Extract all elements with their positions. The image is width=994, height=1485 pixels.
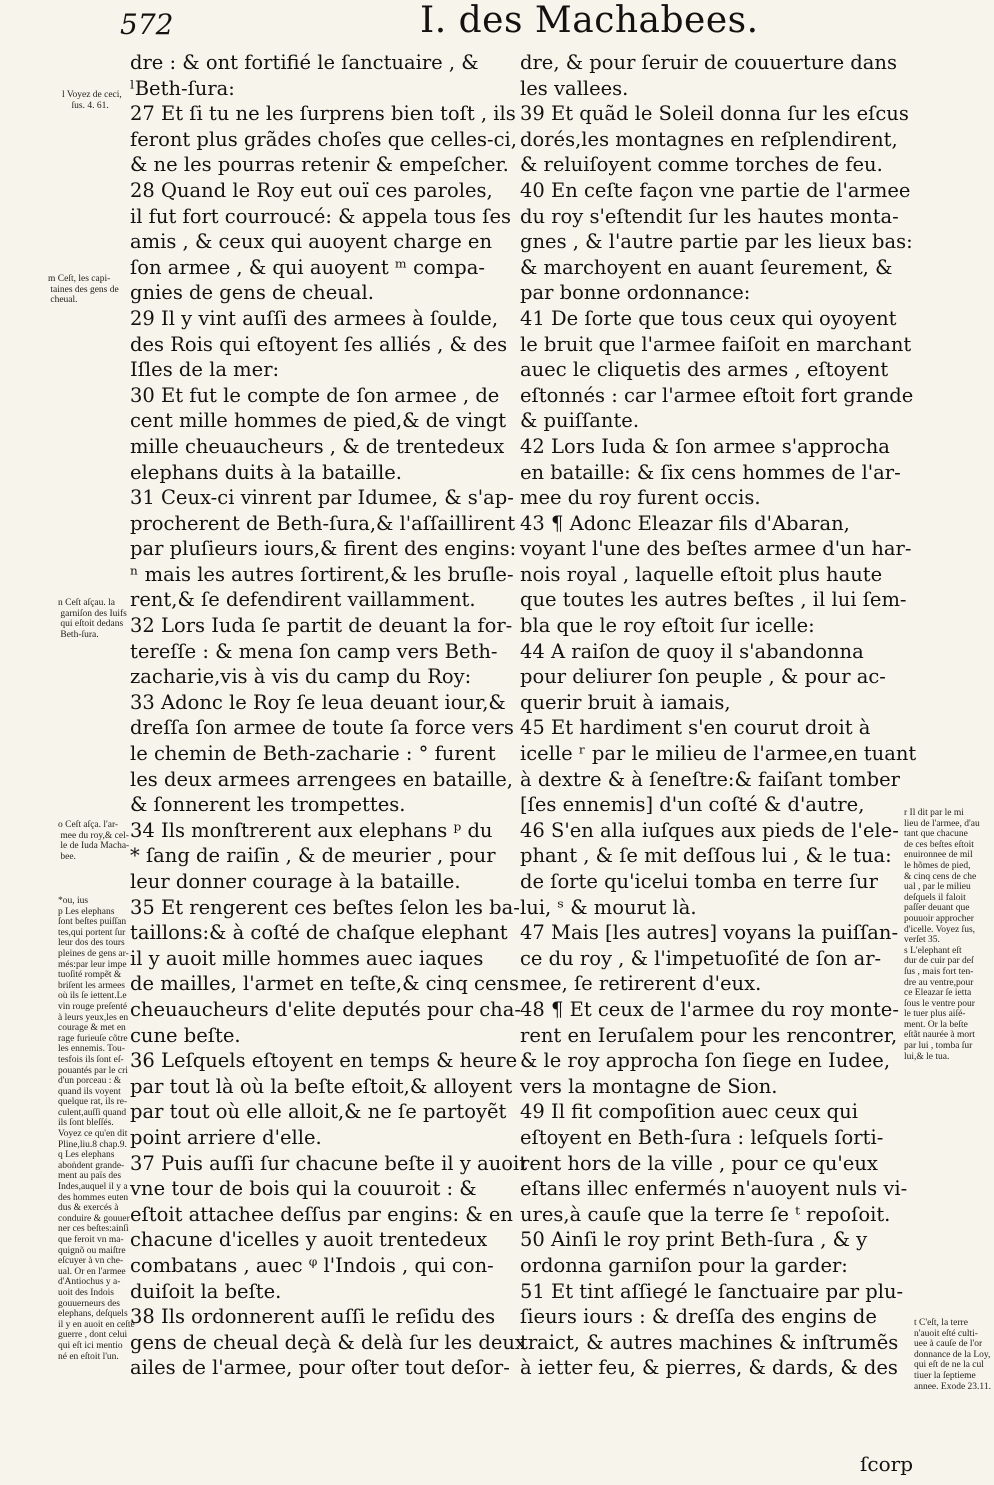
text-line: & le roy approcha ſon ſiege en Iudee, — [520, 1049, 891, 1073]
text-line: & puiſſante. — [520, 409, 640, 433]
text-line: 32 Lors Iuda ſe partit de deuant la for- — [130, 614, 513, 638]
text-line: tereſſe : & mena ſon camp vers Beth- — [130, 639, 498, 663]
text-line: par tout où elle alloit,& ne ſe partoyẽt — [130, 1100, 507, 1124]
text-line: le chemin de Beth-zacharie : ° furent — [130, 742, 496, 766]
text-line: les vallees. — [520, 76, 629, 100]
margin-note-t: t C'eſt, la terre n'auoit eſté culti- uee à cauſe de l'or donnance de la Loy, qui eſt de ne la cul tiuer la ſeptieme annee. Exode 23.11. — [914, 1318, 991, 1392]
text-line: 29 Il y vint auſſi des armees à ſoulde, — [130, 306, 499, 330]
text-line: taillons:& à coſté de chaſque elephant — [130, 921, 508, 945]
text-line: & ne les pourras retenir & empeſcher. — [130, 153, 509, 177]
text-line: chacune d'icelles y auoit trentedeux — [130, 1228, 488, 1252]
text-line: 34 Ils monſtrerent aux elephans ᵖ du — [130, 818, 493, 842]
text-line: pour deliurer ſon peuple , & pour ac- — [520, 665, 886, 689]
text-line: ⁿ mais les autres ſortirent,& les bruſle- — [130, 562, 514, 586]
text-line: par bonne ordonnance: — [520, 281, 751, 305]
text-line: 36 Leſquels eſtoyent en temps & heure — [130, 1049, 518, 1073]
text-line: par pluſieurs iours,& firent des engins: — [130, 537, 517, 561]
text-line: ſon armee , & qui auoyent ᵐ compa- — [130, 255, 485, 279]
text-line: nois royal , laquelle eſtoit plus haute — [520, 562, 883, 586]
text-line: 45 Et hardiment s'en courut droit à — [520, 716, 871, 740]
text-line: voyant l'une des beſtes armee d'un har- — [520, 537, 912, 561]
text-line: amis , & ceux qui auoyent charge en — [130, 230, 493, 254]
text-line: 33 Adonc le Roy ſe leua deuant iour,& — [130, 690, 506, 714]
text-line: * ſang de raiſin , & de meurier , pour — [130, 844, 496, 868]
text-line: 30 Et fut le compte de ſon armee , de — [130, 383, 500, 407]
text-line: ures,à cauſe que la terre ſe ᵗ repoſoit. — [520, 1202, 891, 1226]
text-line: ˡBeth-ſura: — [130, 76, 235, 100]
text-line: Iſles de la mer: — [130, 358, 280, 382]
text-line: le bruit que l'armee faiſoit en marchant — [520, 332, 912, 356]
text-line: [ſes ennemis] d'un coſté & d'autre, — [520, 793, 865, 817]
text-line: bla que le roy eſtoit ſur icelle: — [520, 614, 815, 638]
text-line: mille cheuaucheurs , & de trentedeux — [130, 434, 505, 458]
text-line: 37 Puis auſſi ſur chacune beſte il y auoit — [130, 1151, 528, 1175]
text-line: gnies de gens de cheual. — [130, 281, 374, 305]
text-line: procherent de Beth-ſura,& l'aſſaillirent — [130, 511, 516, 535]
text-line: de mailles, l'armet en teſte,& cinq cens — [130, 972, 520, 996]
text-line: en bataille: & ſix cens hommes de l'ar- — [520, 460, 901, 484]
text-line: gens de cheual deçà & delà ſur les deux — [130, 1330, 526, 1354]
text-line: eſtoyent en Beth-ſura : leſquels ſorti- — [520, 1125, 884, 1149]
margin-note-o: o Ceſt aſça. l'ar- mee du roy,& cel- le de Iuda Macha- bee. — [58, 820, 130, 862]
text-line: feront plus grãdes choſes que celles-ci, — [130, 127, 517, 151]
text-line: eſtoit attachee deſſus par engins: & en — [130, 1202, 513, 1226]
text-line: lui, ˢ & mourut là. — [520, 895, 697, 919]
text-line: dre, & pour ſeruir de couuerture dans — [520, 51, 897, 74]
text-line: & reluiſoyent comme torches de feu. — [520, 153, 883, 177]
right-column — [520, 50, 915, 1381]
text-line: 50 Ainſi le roy print Beth-ſura , & y — [520, 1228, 868, 1252]
text-line: 47 Mais [les autres] voyans la puiſſan- — [520, 921, 899, 945]
text-line: que toutes les autres beſtes , il lui ſem- — [520, 588, 907, 612]
text-line: il y auoit mille hommes auec iaques — [130, 946, 484, 970]
text-line: dreſſa ſon armee de toute ſa force vers — [130, 716, 514, 740]
text-line: 38 Ils ordonnerent auſſi le reſidu des — [130, 1305, 496, 1329]
text-line: mee du roy furent occis. — [520, 486, 761, 510]
text-line: 51 Et tint aſſiegé le ſanctuaire par plu- — [520, 1279, 904, 1303]
text-line: 44 A raiſon de quoy il s'abandonna — [520, 639, 864, 663]
left-column — [130, 50, 530, 1381]
text-line: zacharie,vis à vis du camp du Roy: — [130, 665, 472, 689]
text-line: cune beſte. — [130, 1023, 241, 1047]
text-line: mee, ſe retirerent d'eux. — [520, 972, 762, 996]
text-line: querir bruit à iamais, — [520, 690, 731, 714]
text-line: traict, & autres machines & inſtrumẽs — [520, 1330, 899, 1354]
text-line: les deux armees arrengees en bataille, — [130, 767, 513, 791]
text-line: à ietter feu, & pierres, & dards, & des — [520, 1356, 898, 1380]
page-number: 572 — [120, 8, 174, 41]
text-line: eſtonnés : car l'armee eſtoit fort grande — [520, 383, 914, 407]
text-line: rent hors de la ville , pour ce qu'eux — [520, 1151, 878, 1175]
text-line: 41 De ſorte que tous ceux qui oyoyent — [520, 306, 897, 330]
text-line: 42 Lors Iuda & ſon armee s'approcha — [520, 434, 890, 458]
margin-note-m: m Ceſt, les capi- taines des gens de cheual. — [48, 274, 119, 306]
text-line: dre : & ont fortifié le ſanctuaire , & — [130, 51, 479, 74]
text-line: vne tour de bois qui la couuroit : & — [130, 1177, 477, 1201]
text-line: ce du roy , & l'impetuoſité de ſon ar- — [520, 946, 882, 970]
text-line: 43 ¶ Adonc Eleazar fils d'Abaran, — [520, 511, 850, 535]
text-line: eſtans illec enfermés n'auoyent nuls vi- — [520, 1177, 908, 1201]
text-line: il fut fort courroucé: & appela tous ſes — [130, 204, 512, 228]
margin-note-p-q: *ou, ius p Les elephans ſont beſtes puiſſan tes,qui portent ſur leur dos des tours pleines de gens ar- més:par leur impe tuoſité rompẽt & briſent les armees où ils ſe iettent.Le vin rouge preſenté à leurs yeux,les en courage & met en rage furieuſe cõtre les ennemis. Tou- tesfois ils ſont eſ- pouantés par le cri d'un porceau : & quand ils voyent quelque rat, ils re- culent,auſſi quand ils ſont bleſſés. Voyez ce qu'en dit Pline,liu.8 chap.9. q Les elephans aboṅdent grande- ment au païs des Indes,auquel il y a des hommes euten dus & exercés à conduire & gouuer ner ces beſtes:ainſi que feroit vn ma- quignõ ou maiſtre eſcuyer à vn che- ual. Or en l'armee d'Antiochus y a- uoit des Indois gouuerneurs des elephans, deſquels il y en auoit en ceſte guerre , dont celui qui eſt ici mentio né en eſtoit l'un. — [58, 896, 135, 1362]
catchword: ſcorp — [860, 1452, 914, 1476]
text-line: point arriere d'elle. — [130, 1125, 322, 1149]
text-line: par tout là où la beſte eſtoit,& alloyent — [130, 1074, 513, 1098]
text-line: ailes de l'armee, pour oſter tout deſor- — [130, 1356, 510, 1380]
text-line: 39 Et quãd le Soleil donna ſur les eſcus — [520, 102, 909, 126]
text-line: à dextre & à ſeneſtre:& faiſant tomber — [520, 767, 900, 791]
text-line: phant , & ſe mit deſſous lui , & le tua: — [520, 844, 892, 868]
text-line: auec le cliquetis des armes , eſtoyent — [520, 358, 889, 382]
text-line: cheuaucheurs d'elite deputés pour cha- — [130, 997, 521, 1021]
text-line: leur donner courage à la bataille. — [130, 870, 461, 893]
text-line: du roy s'eſtendit ſur les hautes monta- — [520, 204, 899, 228]
text-line: & ſonnerent les trompettes. — [130, 793, 406, 817]
margin-note-n: n Ceſt aſçau. la garniſon des Iuifs qui eſtoit dedans Beth-ſura. — [58, 598, 127, 640]
text-line: elephans duits à la bataille. — [130, 460, 402, 484]
text-line: ordonna garniſon pour la garder: — [520, 1253, 848, 1277]
text-line: dorés,les montagnes en reſplendirent, — [520, 127, 898, 151]
text-line: 31 Ceux-ci vinrent par Idumee, & s'ap- — [130, 486, 514, 510]
text-line: 48 ¶ Et ceux de l'armee du roy monte- — [520, 997, 899, 1021]
text-line: 40 En ceſte façon vne partie de l'armee — [520, 178, 911, 202]
text-line: 46 S'en alla iuſques aux pieds de l'ele- — [520, 818, 899, 842]
text-line: & marchoyent en auant ſeurement, & — [520, 255, 893, 279]
margin-note-l: l Voyez de ceci, ſus. 4. 61. — [62, 90, 122, 111]
margin-note-r-s: r Il dit par le mi lieu de l'armee, d'au tant que chacune de ces beſtes eſtoit enuironnee de mil le hõmes de pied, & cinq cens de che ual , par le milieu deſquels il faloit paſſer deuant que pouuoir approcher d'icelle. Voyez ſus, verſet 35. s L'elephant eſt dur de cuir par deſ ſus , mais fort ten- dre au ventre,pour ce Eleazar ſe ietta ſous le ventre pour le tuer plus aiſé- ment. Or la beſte eſtãt naurée à mort par lui , tomba ſur lui,& le tua. — [904, 808, 980, 1062]
text-line: 28 Quand le Roy eut ouï ces paroles, — [130, 178, 493, 202]
text-line: 35 Et rengerent ces beſtes ſelon les ba- — [130, 895, 520, 919]
text-line: des Rois qui eſtoyent ſes alliés , & des — [130, 332, 508, 356]
running-title: I. des Machabees. — [420, 0, 759, 41]
text-line: duiſoit la beſte. — [130, 1279, 282, 1303]
text-line: 49 Il fit compoſition auec ceux qui — [520, 1100, 858, 1124]
text-line: icelle ʳ par le milieu de l'armee,en tuant — [520, 742, 917, 766]
text-line: rent en Ieruſalem pour les rencontrer, — [520, 1023, 898, 1047]
text-line: 27 Et ſi tu ne les ſurprens bien toſt , ils — [130, 102, 516, 126]
text-line: combatans , auec ᵠ l'Indois , qui con- — [130, 1253, 494, 1277]
text-line: ſieurs iours : & dreſſa des engins de — [520, 1305, 877, 1329]
text-line: gnes , & l'autre partie par les lieux bas: — [520, 230, 913, 254]
text-line: rent,& ſe defendirent vaillamment. — [130, 588, 476, 612]
text-line: cent mille hommes de pied,& de vingt — [130, 409, 507, 433]
text-line: de ſorte qu'icelui tomba en terre ſur — [520, 870, 878, 893]
text-line: vers la montagne de Sion. — [520, 1074, 778, 1098]
